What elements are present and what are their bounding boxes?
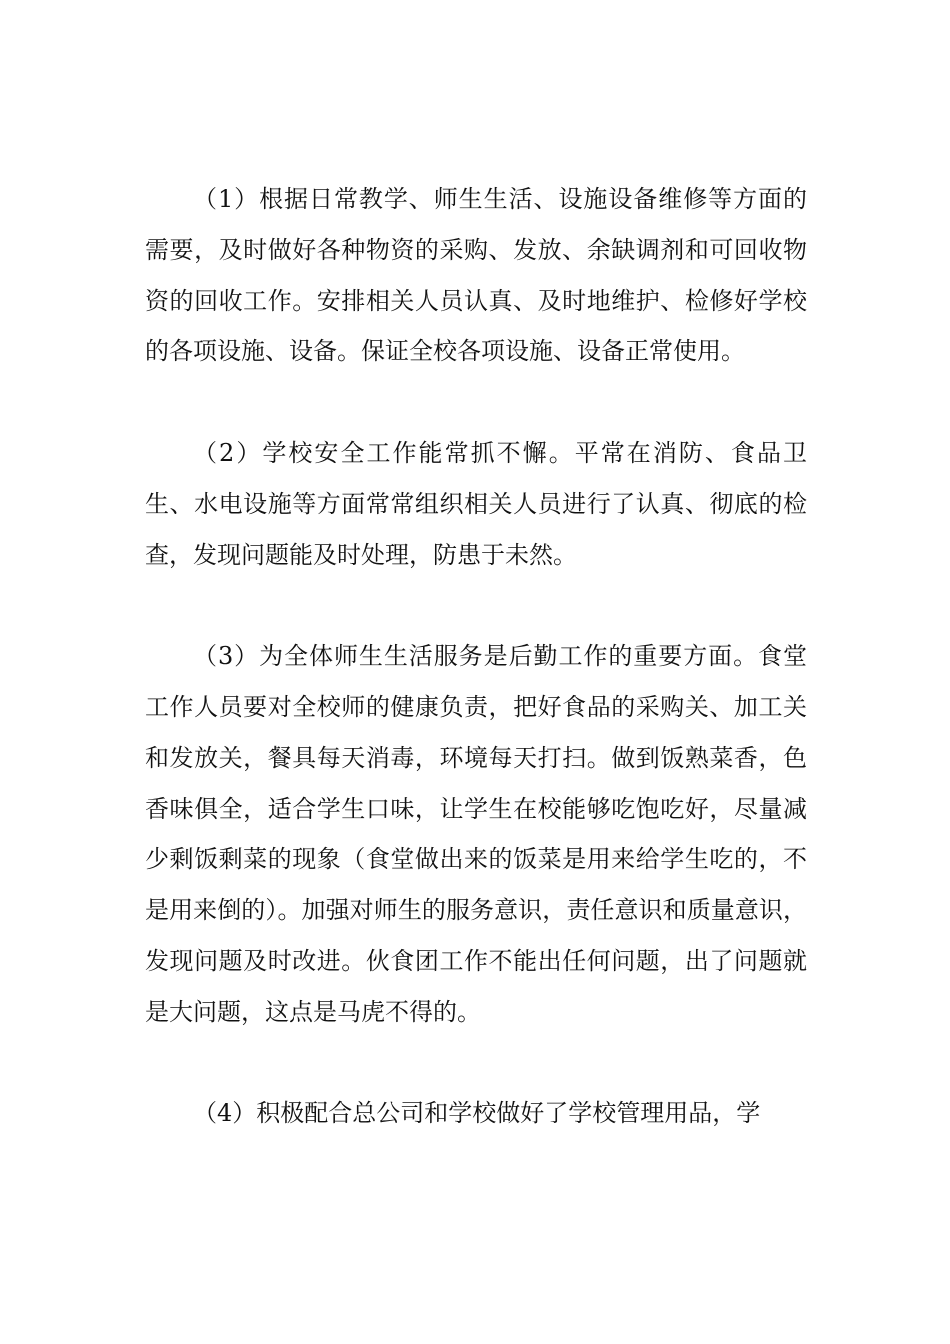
document-body: [145, 174, 807, 1139]
paragraph-3: （3）为全体师生生活服务是后勤工作的重要方面。食堂工作人员要对全校师的健康负责，把好食品的采购关、加工关和发放关，餐具每天消毒，环境每天打扫。做到饭熟菜香，色香味俱全，适合学生口味，让学生在校能够吃饱吃好，尽量减少剩饭剩菜的现象（食堂做出来的饭菜是用来给学生吃的，不是用来倒的）。加强对师生的服务意识，责任意识和质量意识，发现问题及时改进。伙食团工作不能出任何问题，出了问题就是大问题，这点是马虎不得的。: [145, 642, 807, 1026]
paragraph-2: （2）学校安全工作能常抓不懈。平常在消防、食品卫生、水电设施等方面常常组织相关人员进行了认真、彻底的检查，发现问题能及时处理，防患于未然。: [145, 438, 807, 569]
paragraph-1: （1）根据日常教学、师生生活、设施设备维修等方面的需要，及时做好各种物资的采购、发放、余缺调剂和可回收物资的回收工作。安排相关人员认真、及时地维护、检修好学校的各项设施、设备。保证全校各项设施、设备正常使用。: [145, 185, 807, 366]
paragraph-4: （4）积极配合总公司和学校做好了学校管理用品，学: [193, 1099, 761, 1128]
